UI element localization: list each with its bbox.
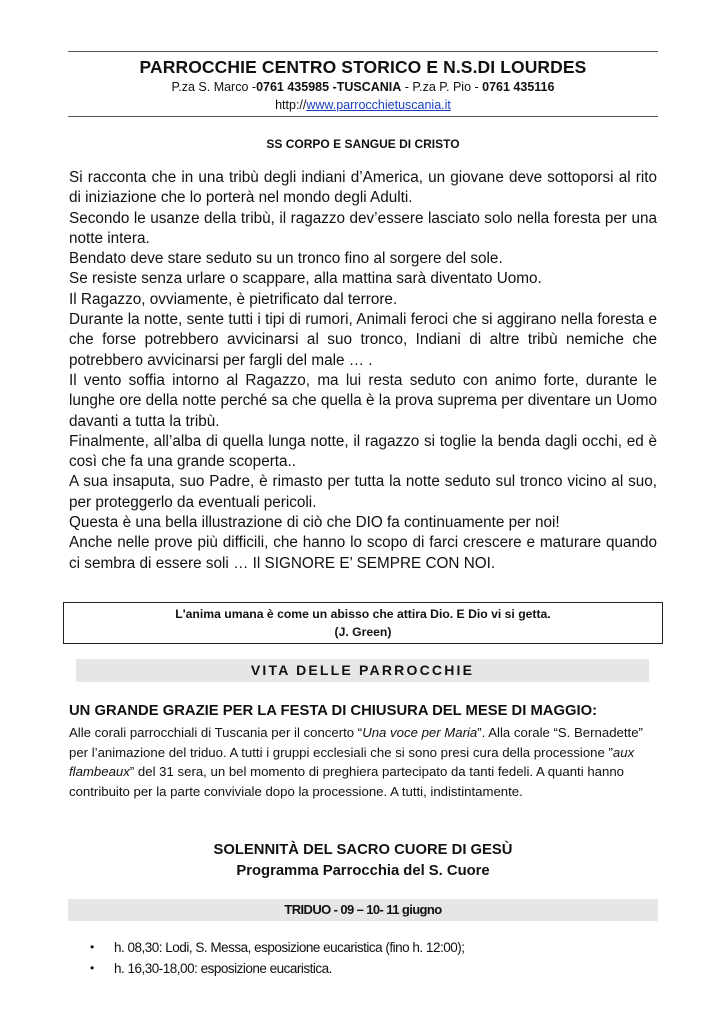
thanks-text <box>69 723 649 801</box>
parish-address <box>68 80 658 94</box>
story-paragraph: Il Ragazzo, ovviamente, è pietrificato dal terrore. <box>69 290 398 308</box>
story-paragraph: Finalmente, all’alba di quella lunga notte, il ragazzo si toglie la benda dagli occhi, ed è così che fa una grande scoperta.. <box>69 432 657 471</box>
website-link[interactable]: www.parrocchietuscania.it <box>306 98 451 112</box>
address-part1: P.za S. Marco - <box>171 80 257 94</box>
thanks-heading: UN GRANDE GRAZIE PER LA FESTA DI CHIUSURA DEL MESE DI MAGGIO: <box>69 703 598 719</box>
story-paragraph: Questa è una bella illustrazione di ciò che DIO fa continuamente per noi! <box>69 514 560 532</box>
header-rule <box>68 116 658 117</box>
story-paragraph: Bendato deve stare seduto su un tronco fino al sorgere del sole. <box>69 250 503 268</box>
story-paragraph: Secondo le usanze della tribù, il ragazzo dev’essere lasciato solo nella foresta per una notte intera. <box>69 209 657 247</box>
story-paragraph: Durante la notte, sente tutti i tipi di rumori, Animali feroci che si aggirano nella foresta e che forse potrebbero avvicinarsi al suo tronco, Indiani di altre tribù nemiche che potrebbero avvicinarsi per fargli del male … . <box>69 311 657 369</box>
page-title: PARROCCHIE CENTRO STORICO E N.S.DI LOURDES <box>139 57 587 77</box>
quote-box <box>63 602 663 644</box>
schedule-item-text: h. 08,30: Lodi, S. Messa, esposizione eucaristica (fino h. 12:00); <box>114 940 465 955</box>
procession-name: aux flambeaux <box>69 744 635 779</box>
top-rule <box>68 51 658 52</box>
story-paragraph: A sua insaputa, suo Padre, è rimasto per tutta la notte seduto sul tronco vicino al suo, per proteggerlo da eventuali pericoli. <box>69 473 657 511</box>
schedule-item <box>88 937 464 958</box>
address-part2: - P.za P. Pio - <box>401 80 483 94</box>
schedule-item-text: h. 16,30-18,00: esposizione eucaristica. <box>114 961 332 976</box>
feast-title: SS CORPO E SANGUE DI CRISTO <box>266 137 460 151</box>
thanks-text-part: ” del 31 sera, un bel momento di preghiera partecipato da tanti fedeli. A quanti hanno contribuito per la parte conviviale dopo la processione. A tutti, indistintamente. <box>69 764 624 799</box>
bullet-icon: • <box>90 961 94 975</box>
story-paragraph: Anche nelle prove più difficili, che hanno lo scopo di farci crescere e maturare quando ci sembra di essere soli … Il SIGNORE E’ SEMPRE CON NOI. <box>69 534 657 572</box>
quote-text: L'anima umana è come un abisso che attira Dio. E Dio vi si getta. <box>175 607 551 621</box>
town-name: -TUSCANIA <box>332 80 402 94</box>
schedule-item <box>88 958 464 979</box>
quote-author: (J. Green) <box>334 625 392 639</box>
website-line <box>68 98 658 112</box>
solemnity-subtitle: Programma Parrocchia del S. Cuore <box>236 863 490 879</box>
web-prefix: http:// <box>275 98 307 112</box>
solemnity-title: SOLENNITÀ DEL SACRO CUORE DI GESÙ <box>213 842 513 858</box>
concert-name: Una voce per Maria <box>362 725 478 740</box>
thanks-text-part: Alle corali parrocchiali di Tuscania per il concerto “ <box>69 725 363 740</box>
bullet-icon: • <box>90 940 94 954</box>
section-heading: VITA DELLE PARROCCHIE <box>76 659 649 682</box>
story-paragraph: Si racconta che in una tribù degli indiani d’America, un giovane deve sottoporsi al rito di iniziazione che lo porterà nel mondo degli Adulti. <box>69 169 657 207</box>
phone-2: 0761 435116 <box>482 80 555 94</box>
schedule-list <box>88 937 464 979</box>
story-paragraph: Il vento soffia intorno al Ragazzo, ma lui resta seduto con animo forte, durante le lunghe ore della notte perché sa che quella è la prova suprema per diventare un Uomo davanti a tutta la tribù. <box>69 371 657 430</box>
thanks-text-part: ”. Alla corale “S. Bernadette” per l’animazione del triduo. A tutti i gruppi ecclesiali che si sono presi cura della processione ” <box>69 725 643 760</box>
phone-1: 0761 435985 <box>256 80 330 94</box>
story-text <box>69 168 657 574</box>
triduo-heading: TRIDUO - 09 – 10- 11 giugno <box>68 899 658 921</box>
story-paragraph: Se resiste senza urlare o scappare, alla mattina sarà diventato Uomo. <box>69 270 542 288</box>
